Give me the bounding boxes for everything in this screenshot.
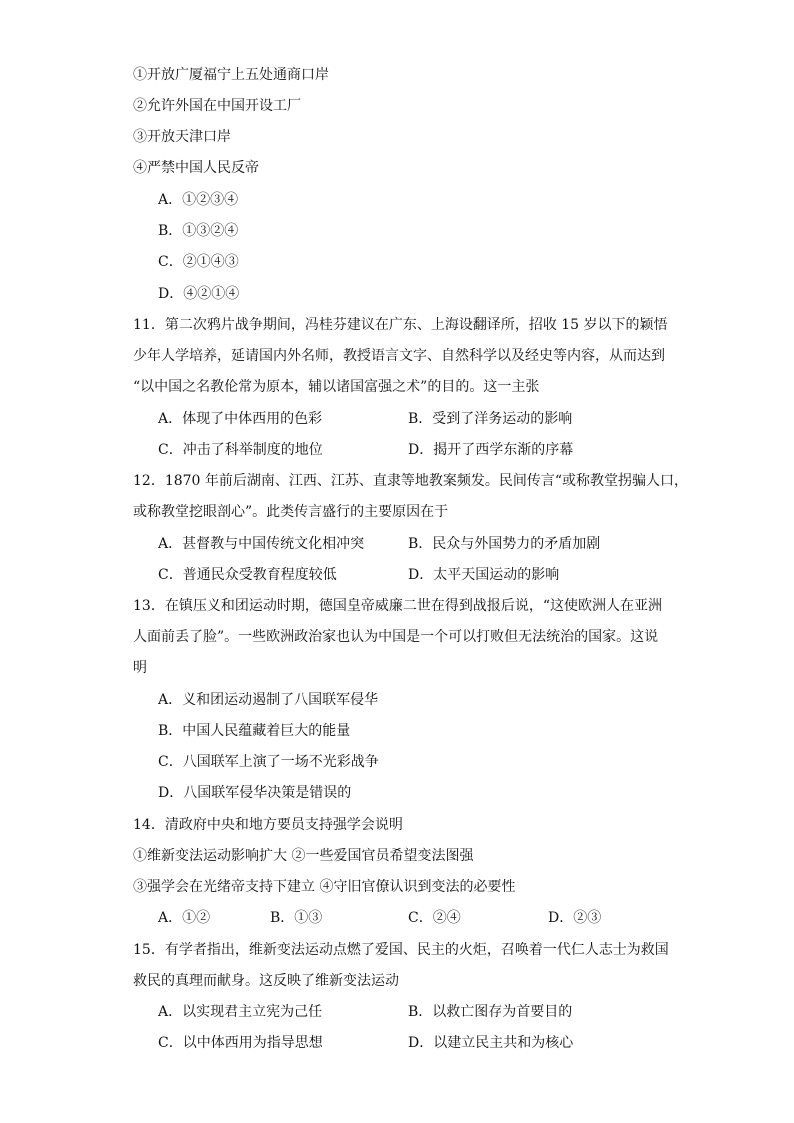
q13-stem-line-2: 人面前丢了脸”。一些欧洲政治家也认为中国是一个可以打败但无法统治的国家。这说 (133, 629, 659, 645)
q10-option-b: B．①③②④ (158, 223, 239, 239)
q13-option-a: A．义和团运动遏制了八国联军侵华 (158, 692, 379, 708)
q14-option-c: C．②④ (408, 910, 461, 926)
q11-stem-line-3: “以中国之名教伦常为原本，辅以诸国富强之术”的目的。这一主张 (133, 379, 540, 395)
q13-option-c: C．八国联军上演了一场不光彩战争 (158, 754, 379, 770)
q13-option-d: D．八国联军侵华决策是错误的 (158, 785, 352, 801)
q10-item-1: ①开放广厦福宁上五处通商口岸 (133, 67, 329, 83)
q10-option-a: A．①②③④ (158, 192, 239, 208)
q11-stem-line-2: 少年人学培养，延请国内外名师，教授语言文字、自然科学以及经史等内容，从而达到 (133, 348, 665, 364)
q12-option-d: D．太平天国运动的影响 (408, 567, 560, 583)
q13-option-b: B．中国人民蕴藏着巨大的能量 (158, 723, 351, 739)
q15-option-b: B．以救亡图存为首要目的 (408, 1004, 573, 1020)
q15-stem-line-2: 救民的真理而献身。这反映了维新变法运动 (133, 973, 399, 989)
q11-option-c: C．冲击了科举制度的地位 (158, 442, 323, 458)
q11-option-d: D．揭开了西学东渐的序幕 (408, 442, 574, 458)
q12-option-b: B．民众与外国势力的矛盾加剧 (408, 536, 601, 552)
q14-option-b: B．①③ (270, 910, 323, 926)
q15-option-a: A．以实现君主立宪为己任 (158, 1004, 323, 1020)
q11-stem-line-1: 11．第二次鸦片战争期间，冯桂芬建议在广东、上海设翻译所，招收 15 岁以下的颖悟 (133, 317, 668, 333)
q15-option-c: C．以中体西用为指导思想 (158, 1035, 323, 1051)
q13-stem-line-1: 13．在镇压义和团运动时期，德国皇帝威廉二世在得到战报后说，“这使欧洲人在亚洲 (133, 598, 662, 614)
q15-option-d: D．以建立民主共和为核心 (408, 1035, 574, 1051)
q14-option-d: D．②③ (548, 910, 602, 926)
q10-option-c: C．②①④③ (158, 254, 239, 270)
q12-option-a: A．甚督教与中国传统文化相冲突 (158, 536, 365, 552)
q14-stem-line-1: 14．清政府中央和地方要员支持强学会说明 (133, 817, 403, 833)
q12-stem-line-1: 12．1870 年前后湖南、江西、江苏、直隶等地教案频发。民间传言“或称教堂拐骗人口， (133, 473, 689, 489)
q10-item-3: ③开放天津口岸 (133, 129, 231, 145)
q14-stem-line-3: ③强学会在光绪帝支持下建立 ④守旧官僚认识到变法的必要性 (133, 879, 516, 895)
q11-option-a: A．体现了中体西用的色彩 (158, 411, 323, 427)
q14-stem-line-2: ①维新变法运动影响扩大 ②一些爱国官员希望变法图强 (133, 848, 474, 864)
q14-option-a: A．①② (158, 910, 211, 926)
q10-item-2: ②允许外国在中国开设工厂 (133, 98, 301, 114)
q11-option-b: B．受到了洋务运动的影响 (408, 411, 573, 427)
q12-option-c: C．普通民众受教育程度较低 (158, 567, 337, 583)
q15-stem-line-1: 15．有学者指出，维新变法运动点燃了爱国、民主的火炬，召唤着一代仁人志士为救国 (133, 942, 669, 958)
q10-option-d: D．④②①④ (158, 286, 240, 302)
q13-stem-line-3: 明 (133, 660, 147, 676)
q10-item-4: ④严禁中国人民反帝 (133, 160, 259, 176)
q12-stem-line-2: 或称教堂挖眼剖心”。此类传言盛行的主要原因在于 (133, 504, 449, 520)
